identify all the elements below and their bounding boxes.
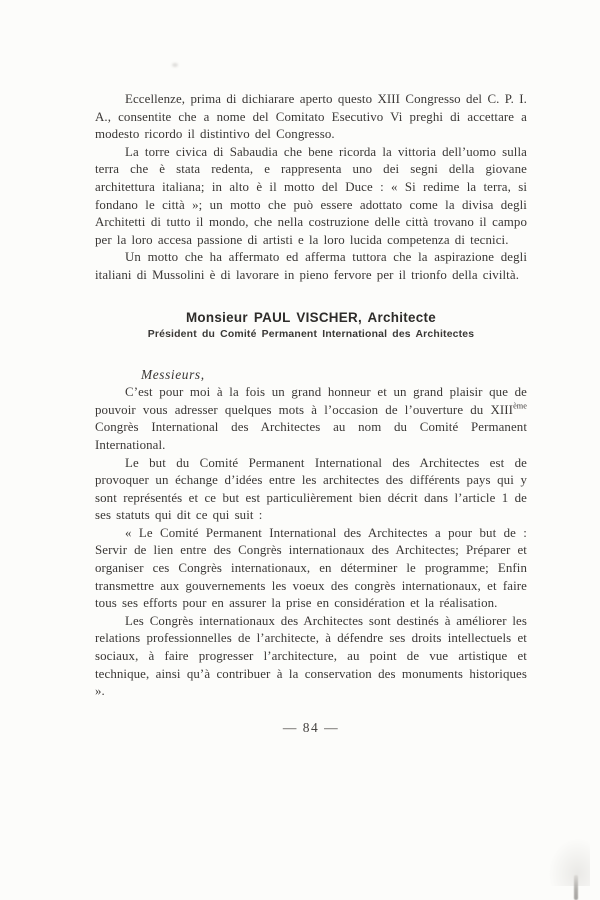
paragraph-french-3: « Le Comité Permanent International des Architectes a pour but de : Servir de lien entre des Congrès internationaux des Architectes; Préparer et organiser ces Congrès internationaux, en déterminer le programme; Enfin transmettre aux gouvernements les voeux des congrès internationaux, et faire tous ses efforts pour en assurer la prise en considération et la réalisation. (95, 525, 527, 611)
paragraph-italian-3: Un motto che ha affermato ed afferma tuttora che la aspirazione degli italiani di Mussolini è di lavorare in pieno fervore per il trionfo della civiltà. (95, 250, 527, 282)
paragraph-italian-2: La torre civica di Sabaudia che bene ricorda la vittoria dell’uomo sulla terra che è stata redenta, e rappresenta uno dei segni della giovane architettura italiana; in alto è il motto del Duce : « Si redime la terra, si fondano le città »; un motto che può essere adottato come la divisa degli Architetti di tutto il mondo, che nella costruzione delle città trovano il campo per la loro accesa passione di artisti e la loro lucida competenza di tecnici. (95, 144, 527, 247)
paragraph-italian-1: Eccellenze, prima di dichiarare aperto questo XIII Congresso del C. P. I. A., consentite che a nome del Comitato Esecutivo Vi preghi di accettare a modesto ricordo il distintivo del Congresso. (95, 92, 527, 142)
ordinal-superscript: ème (513, 401, 527, 411)
text-column (95, 91, 527, 736)
speech-subtitle: Président du Comité Permanent International des Architectes (147, 328, 475, 340)
speech-heading (95, 310, 527, 340)
opening-text-post: Congrès International des Architectes au nom du Comité Permanent International. (95, 420, 527, 452)
page-number: — 84 — (282, 719, 340, 735)
opening-text-pre: C’est pour moi à la fois un grand honneur et un grand plaisir que de pouvoir vous adresser quelques mots à l’occasion de l’ouverture du XIII (95, 385, 527, 417)
paragraph-french-2: Le but du Comité Permanent International des Architectes est de provoquer un échange d’idées entre les architectes des différents pays qui y sont représentés et ce but est particulièrement bien décrit dans l’article 1 de ses statuts qui dit ce qui suit : (95, 455, 527, 523)
paragraph-french-opening (95, 384, 527, 454)
speech-title: Monsieur PAUL VISCHER, Architecte (185, 309, 437, 325)
scan-smudge (548, 838, 590, 886)
paragraph-french-4: Les Congrès internationaux des Architectes sont destinés à améliorer les relations professionnelles de l’architecte, à défendre ses droits intellectuels et sociaux, à faire progresser l’architecture, au point de vue artistique et technique, ainsi qu’à contribuer à la conservation des monuments historiques ». (95, 613, 527, 699)
salutation: Messieurs, (141, 366, 205, 382)
scan-artifact-mark (574, 875, 578, 900)
scan-speck (172, 63, 178, 67)
